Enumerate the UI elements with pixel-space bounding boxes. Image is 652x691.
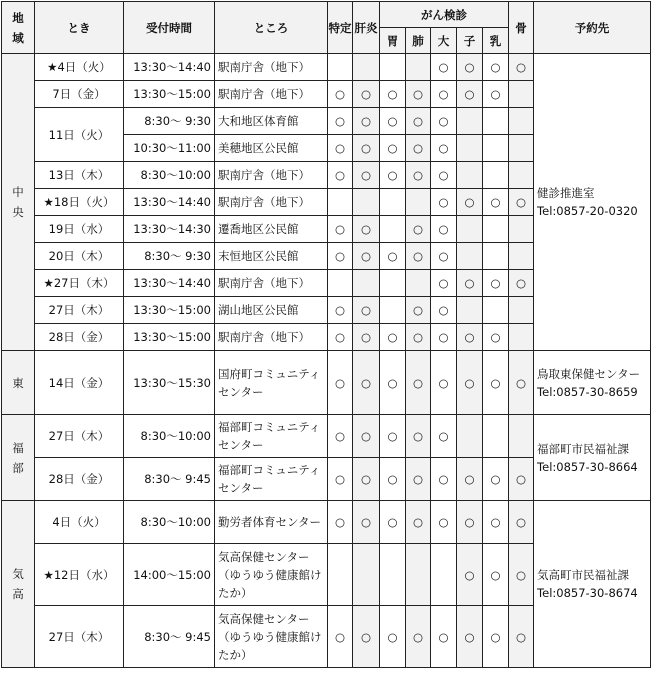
mark-cell: ○ (406, 324, 431, 351)
header-stomach: 胃 (380, 28, 406, 54)
mark-cell (483, 297, 509, 324)
mark-cell: ○ (406, 501, 431, 544)
mark-cell: ○ (380, 606, 406, 668)
mark-cell: ○ (509, 189, 534, 216)
place-cell: 美穂地区公民館 (215, 135, 328, 162)
mark-cell: ○ (509, 351, 534, 415)
header-breast: 乳 (483, 28, 509, 54)
mark-cell (509, 243, 534, 270)
region-name: 気高 (12, 567, 24, 601)
mark-cell (509, 415, 534, 458)
place-cell: 遷喬地区公民館 (215, 216, 328, 243)
place-cell: 駅南庁舎（地下） (215, 324, 328, 351)
mark-cell: ○ (457, 189, 483, 216)
mark-cell (406, 54, 431, 81)
date-cell: 14日（金） (35, 351, 124, 415)
time-cell: 13:30～14:40 (124, 270, 215, 297)
place-cell: 勤労者体育センター (215, 501, 328, 544)
time-cell: 13:30～15:00 (124, 324, 215, 351)
header-uterus: 子 (457, 28, 483, 54)
header-place: ところ (215, 2, 328, 54)
mark-cell (328, 189, 353, 216)
mark-cell: ○ (380, 415, 406, 458)
place-cell: 大和地区体育館 (215, 108, 328, 135)
date-cell: 27日（木） (35, 297, 124, 324)
time-cell: 8:30～10:00 (124, 415, 215, 458)
mark-cell: ○ (328, 324, 353, 351)
place-cell: 駅南庁舎（地下） (215, 54, 328, 81)
mark-cell: ○ (431, 324, 457, 351)
mark-cell: ○ (457, 458, 483, 501)
table-row (2, 351, 651, 415)
mark-cell: ○ (353, 81, 380, 108)
time-cell: 8:30～ 9:30 (124, 108, 215, 135)
date-cell: 27日（木） (35, 606, 124, 668)
header-region: 地域 (2, 2, 35, 54)
mark-cell (483, 108, 509, 135)
mark-cell: ○ (483, 324, 509, 351)
mark-cell: ○ (406, 415, 431, 458)
mark-cell (380, 216, 406, 243)
mark-cell (509, 81, 534, 108)
mark-cell: ○ (406, 108, 431, 135)
date-cell: 20日（木） (35, 243, 124, 270)
mark-cell: ○ (431, 216, 457, 243)
mark-cell: ○ (380, 501, 406, 544)
place-cell: 国府町コミュニティセンター (215, 351, 328, 415)
mark-cell: ○ (406, 162, 431, 189)
mark-cell: ○ (380, 162, 406, 189)
mark-cell (406, 189, 431, 216)
mark-cell (483, 162, 509, 189)
mark-cell: ○ (483, 189, 509, 216)
mark-cell: ○ (457, 324, 483, 351)
mark-cell: ○ (431, 189, 457, 216)
region-cell (2, 54, 35, 351)
mark-cell: ○ (328, 243, 353, 270)
date-cell: 28日（金） (35, 458, 124, 501)
time-cell: 8:30～10:00 (124, 162, 215, 189)
mark-cell: ○ (483, 81, 509, 108)
mark-cell: ○ (431, 458, 457, 501)
time-cell: 8:30～ 9:45 (124, 606, 215, 668)
time-cell: 13:30～15:30 (124, 351, 215, 415)
place-cell: 駅南庁舎（地下） (215, 81, 328, 108)
date-cell: 28日（金） (35, 324, 124, 351)
mark-cell (457, 108, 483, 135)
place-cell: 駅南庁舎（地下） (215, 270, 328, 297)
mark-cell (483, 135, 509, 162)
time-cell: 13:30～14:30 (124, 216, 215, 243)
mark-cell: ○ (328, 162, 353, 189)
mark-cell: ○ (328, 135, 353, 162)
mark-cell: ○ (353, 606, 380, 668)
mark-cell: ○ (380, 135, 406, 162)
contact-cell (534, 415, 651, 501)
mark-cell (483, 415, 509, 458)
mark-cell: ○ (353, 351, 380, 415)
mark-cell: ○ (328, 606, 353, 668)
mark-cell (353, 270, 380, 297)
mark-cell: ○ (483, 458, 509, 501)
contact-office: 鳥取東保健センター (537, 366, 641, 381)
header-cancer-screening: がん検診 (380, 2, 509, 28)
mark-cell: ○ (353, 415, 380, 458)
mark-cell: ○ (431, 243, 457, 270)
time-cell: 13:30～15:00 (124, 297, 215, 324)
contact-phone: Tel:0857-30-8664 (537, 459, 638, 474)
mark-cell: ○ (457, 270, 483, 297)
mark-cell (509, 297, 534, 324)
mark-cell (380, 189, 406, 216)
mark-cell: ○ (328, 108, 353, 135)
mark-cell (380, 297, 406, 324)
mark-cell: ○ (406, 243, 431, 270)
mark-cell: ○ (483, 54, 509, 81)
mark-cell: ○ (353, 135, 380, 162)
mark-cell: ○ (483, 351, 509, 415)
mark-cell: ○ (353, 501, 380, 544)
mark-cell: ○ (328, 351, 353, 415)
mark-cell: ○ (457, 54, 483, 81)
mark-cell: ○ (509, 501, 534, 544)
mark-cell (380, 54, 406, 81)
mark-cell: ○ (457, 501, 483, 544)
mark-cell: ○ (328, 415, 353, 458)
mark-cell: ○ (509, 544, 534, 606)
region-cell (2, 415, 35, 501)
mark-cell (431, 544, 457, 606)
table-row (2, 415, 651, 458)
region-name: 東 (12, 375, 24, 390)
time-cell: 8:30～ 9:45 (124, 458, 215, 501)
region-name: 福部 (12, 440, 24, 475)
mark-cell (328, 270, 353, 297)
mark-cell (457, 297, 483, 324)
mark-cell: ○ (406, 606, 431, 668)
header-lung: 肺 (406, 28, 431, 54)
region-cell (2, 351, 35, 415)
mark-cell: ○ (353, 458, 380, 501)
mark-cell: ○ (353, 324, 380, 351)
mark-cell: ○ (328, 81, 353, 108)
mark-cell: ○ (431, 415, 457, 458)
mark-cell: ○ (483, 544, 509, 606)
mark-cell: ○ (431, 297, 457, 324)
mark-cell (509, 324, 534, 351)
mark-cell: ○ (328, 216, 353, 243)
mark-cell (457, 135, 483, 162)
mark-cell: ○ (457, 81, 483, 108)
mark-cell: ○ (328, 297, 353, 324)
mark-cell: ○ (457, 544, 483, 606)
mark-cell: ○ (406, 135, 431, 162)
mark-cell (483, 216, 509, 243)
mark-cell: ○ (353, 297, 380, 324)
mark-cell: ○ (380, 458, 406, 501)
header-tokutei: 特定 (328, 2, 353, 54)
mark-cell: ○ (406, 351, 431, 415)
mark-cell: ○ (406, 458, 431, 501)
mark-cell (328, 544, 353, 606)
place-cell: 福部町コミュニティセンター (215, 458, 328, 501)
time-cell: 13:30～14:40 (124, 54, 215, 81)
mark-cell: ○ (380, 108, 406, 135)
contact-office: 健診推進室 (537, 186, 595, 200)
mark-cell: ○ (328, 458, 353, 501)
date-cell: ★4日（火） (35, 54, 124, 81)
contact-office: 気高町市民福祉課 (537, 568, 630, 582)
region-cell (2, 501, 35, 668)
date-cell: 27日（木） (35, 415, 124, 458)
mark-cell: ○ (509, 54, 534, 81)
mark-cell: ○ (431, 81, 457, 108)
table-row (2, 54, 651, 81)
mark-cell (509, 216, 534, 243)
mark-cell: ○ (380, 324, 406, 351)
mark-cell: ○ (380, 81, 406, 108)
contact-office: 福部町市民福祉課 (537, 441, 630, 456)
mark-cell: ○ (431, 501, 457, 544)
mark-cell: ○ (380, 351, 406, 415)
mark-cell: ○ (483, 270, 509, 297)
time-cell: 13:30～15:00 (124, 81, 215, 108)
contact-cell (534, 54, 651, 351)
mark-cell: ○ (431, 108, 457, 135)
time-cell: 14:00～15:00 (124, 544, 215, 606)
place-cell: 気高保健センター（ゆうゆう健康館けたか） (215, 606, 328, 668)
mark-cell: ○ (353, 216, 380, 243)
time-cell: 8:30～ 9:30 (124, 243, 215, 270)
mark-cell: ○ (431, 54, 457, 81)
mark-cell (380, 544, 406, 606)
mark-cell: ○ (483, 606, 509, 668)
contact-cell (534, 501, 651, 668)
header-kanen: 肝炎 (353, 2, 380, 54)
header-time: 受付時間 (124, 2, 215, 54)
header-colon: 大 (431, 28, 457, 54)
mark-cell: ○ (509, 270, 534, 297)
date-cell: ★27日（木） (35, 270, 124, 297)
place-cell: 駅南庁舎（地下） (215, 162, 328, 189)
date-cell: 4日（火） (35, 501, 124, 544)
mark-cell: ○ (509, 606, 534, 668)
region-name: 中央 (12, 185, 24, 219)
time-cell: 10:30～11:00 (124, 135, 215, 162)
mark-cell: ○ (431, 135, 457, 162)
mark-cell (328, 54, 353, 81)
mark-cell (457, 162, 483, 189)
mark-cell: ○ (431, 606, 457, 668)
mark-cell: ○ (457, 606, 483, 668)
contact-phone: Tel:0857-30-8659 (537, 384, 638, 399)
mark-cell: ○ (353, 243, 380, 270)
table-row (2, 501, 651, 544)
date-cell: ★12日（水） (35, 544, 124, 606)
mark-cell (457, 415, 483, 458)
mark-cell: ○ (328, 501, 353, 544)
mark-cell: ○ (457, 351, 483, 415)
place-cell: 気高保健センター（ゆうゆう健康館けたか） (215, 544, 328, 606)
mark-cell: ○ (431, 351, 457, 415)
mark-cell (353, 544, 380, 606)
mark-cell (353, 189, 380, 216)
header-date: とき (35, 2, 124, 54)
checkup-schedule-table (1, 1, 651, 668)
contact-cell (534, 351, 651, 415)
mark-cell (353, 54, 380, 81)
date-cell: ★18日（火） (35, 189, 124, 216)
mark-cell (457, 216, 483, 243)
mark-cell (406, 270, 431, 297)
mark-cell: ○ (431, 162, 457, 189)
contact-phone: Tel:0857-30-8674 (537, 586, 638, 600)
mark-cell: ○ (509, 458, 534, 501)
mark-cell (509, 162, 534, 189)
place-cell: 湖山地区公民館 (215, 297, 328, 324)
mark-cell: ○ (406, 216, 431, 243)
header-bone: 骨 (509, 2, 534, 54)
mark-cell: ○ (483, 501, 509, 544)
mark-cell (509, 135, 534, 162)
contact-phone: Tel:0857-20-0320 (537, 204, 638, 218)
mark-cell: ○ (353, 162, 380, 189)
place-cell: 福部町コミュニティセンター (215, 415, 328, 458)
mark-cell: ○ (380, 243, 406, 270)
time-cell: 8:30～10:00 (124, 501, 215, 544)
mark-cell: ○ (431, 270, 457, 297)
place-cell: 末恒地区公民館 (215, 243, 328, 270)
date-cell: 19日（水） (35, 216, 124, 243)
date-cell: 7日（金） (35, 81, 124, 108)
date-cell: 13日（木） (35, 162, 124, 189)
time-cell: 13:30～14:40 (124, 189, 215, 216)
mark-cell (457, 243, 483, 270)
date-cell: 11日（火） (35, 108, 124, 162)
place-cell: 駅南庁舎（地下） (215, 189, 328, 216)
mark-cell (406, 544, 431, 606)
header-contact: 予約先 (534, 2, 651, 54)
mark-cell (509, 108, 534, 135)
mark-cell (380, 270, 406, 297)
mark-cell: ○ (353, 108, 380, 135)
mark-cell (483, 243, 509, 270)
mark-cell: ○ (406, 81, 431, 108)
mark-cell: ○ (406, 297, 431, 324)
